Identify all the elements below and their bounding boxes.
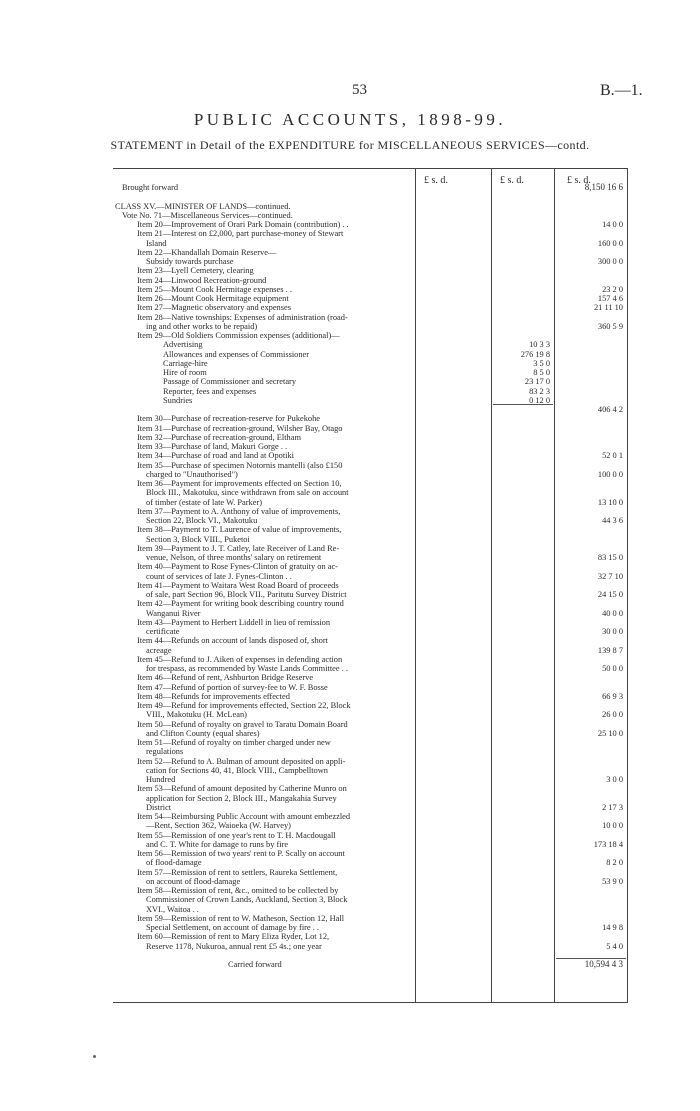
table-row: [0, 498, 700, 507]
row-amount: 10 0 0: [602, 821, 623, 831]
row-amount: 23 17 0: [524, 377, 550, 387]
row-description: Item 53—Refund of amount deposited by Catherine Munro on: [137, 784, 347, 794]
row-amount: 0 12 0: [529, 395, 550, 405]
row-description: of timber (estate of late W. Parker): [146, 497, 263, 507]
table-row: [0, 183, 700, 192]
table-row: [0, 442, 700, 451]
table-row: [0, 470, 700, 479]
row-description: Island: [146, 238, 167, 248]
row-amount: 10 3 3: [529, 340, 550, 350]
table-row: [0, 211, 700, 220]
row-description: Brought forward: [122, 183, 179, 192]
row-description: VIII., Makotuku (H. McLean): [146, 710, 247, 720]
row-description: Item 56—Remission of two years' rent to P. Scally on account: [137, 849, 345, 858]
row-description: —Rent, Section 362, Waioeka (W. Harvey): [146, 821, 291, 831]
row-description: XVI., Waitoa . .: [146, 904, 199, 914]
table-row: [0, 766, 700, 775]
row-description: Item 35—Purchase of specimen Notornis mantelli (also £150: [137, 460, 343, 470]
row-amount: 21 11 10: [593, 303, 623, 313]
row-description: Sundries: [163, 395, 193, 405]
row-description: Item 46—Refund of rent, Ashburton Bridge Reserve: [137, 673, 314, 683]
table-row: [0, 581, 700, 590]
row-description: Wanganui River: [146, 608, 201, 618]
table-row: [0, 701, 700, 710]
table-row: [0, 544, 700, 553]
row-description: Section 3, Block VIII., Puketoi: [146, 534, 250, 544]
row-amount: 50 0 0: [602, 664, 623, 673]
row-description: Item 50—Refund of royalty on gravel to Taratu Domain Board: [137, 719, 348, 729]
table-row: [0, 599, 700, 608]
row-description: Carriage-hire: [163, 358, 208, 368]
row-description: Item 48—Refunds for improvements effected: [137, 691, 290, 701]
row-description: Item 23—Lyell Cemetery, clearing: [137, 266, 254, 276]
row-description: Item 20—Improvement of Orari Park Domain (contribution) . .: [137, 220, 349, 229]
row-description: of flood-damage: [146, 858, 202, 868]
row-description: Item 28—Native townships: Expenses of administration (road-: [137, 312, 348, 322]
table-row: [0, 479, 700, 488]
table-row: [0, 202, 700, 211]
row-description: Item 52—Refund to A. Bulman of amount deposited on appli-: [137, 756, 346, 766]
row-description: Item 59—Remission of rent to W. Matheson, Section 12, Hall: [137, 913, 345, 923]
row-amount: 139 8 7: [597, 645, 623, 655]
column-header-2: £ s. d.: [500, 175, 524, 186]
row-description: count of services of late J. Fynes-Clinton . .: [146, 571, 292, 581]
row-description: Item 36—Payment for improvements effected on Section 10,: [137, 479, 342, 488]
row-amount: 173 18 4: [593, 839, 623, 849]
table-row: [0, 433, 700, 442]
row-description: and C. T. White for damage to runs by fire: [146, 839, 289, 849]
table-row: [0, 488, 700, 497]
row-description: Item 38—Payment to T. Laurence of value of improvements,: [137, 525, 342, 535]
table-row: [0, 303, 700, 312]
table-row: [0, 331, 700, 340]
row-description: Reserve 1178, Nukuroa, annual rent £5 4s.; one year: [146, 941, 322, 951]
page-reference: B.—1.: [600, 82, 643, 99]
column-header-3: £ s. d.: [567, 175, 591, 186]
row-amount: 8,150 16 6: [584, 182, 623, 192]
row-description: regulations: [146, 747, 184, 757]
table-row: [0, 609, 700, 618]
table-row: [0, 858, 700, 867]
row-amount: 8 2 0: [606, 858, 623, 868]
row-description: Item 24—Linwood Recreation-ground: [137, 275, 267, 285]
margin-mark: [93, 1055, 96, 1058]
table-row: [0, 229, 700, 238]
row-description: certificate: [146, 627, 180, 636]
table-row: [0, 294, 700, 303]
table-row: [0, 673, 700, 682]
table-row: [0, 285, 700, 294]
row-description: Special Settlement, on account of damage by fire . .: [146, 923, 320, 932]
table-row: [0, 895, 700, 904]
table-row: [0, 239, 700, 248]
page-number: 53: [352, 82, 367, 98]
row-description: Block III., Makotuku, since withdrawn from sale on account: [146, 488, 349, 498]
table-row: [0, 535, 700, 544]
table-row: [0, 516, 700, 525]
row-amount: 300 0 0: [597, 257, 623, 266]
row-description: Item 30—Purchase of recreation-reserve for Pukekohe: [137, 414, 321, 424]
row-description: Reporter, fees and expenses: [163, 386, 257, 396]
row-amount: 40 0 0: [602, 608, 623, 618]
table-row: [0, 461, 700, 470]
row-description: Item 41—Payment to Waitara West Road Board of proceeds: [137, 580, 339, 590]
row-description: application for Section 2, Block III., Mangakahia Survey: [146, 793, 337, 803]
total-rule: [556, 958, 626, 959]
row-description: Item 47—Refund of portion of survey-fee to W. F. Bosse: [137, 682, 328, 692]
row-amount: 2 17 3: [602, 802, 623, 812]
row-description: Hundred: [146, 775, 176, 784]
table-row: [0, 849, 700, 858]
table-row: [0, 729, 700, 738]
row-description: Item 25—Mount Cook Hermitage expenses . .: [137, 284, 292, 294]
row-amount: 24 15 0: [597, 590, 623, 599]
table-row: [0, 340, 700, 349]
row-amount: 52 0 1: [602, 451, 623, 461]
row-description: Item 44—Refunds on account of lands disposed of, short: [137, 636, 328, 646]
table-row: [0, 840, 700, 849]
table-row: [0, 618, 700, 627]
row-amount: 23 2 0: [602, 284, 623, 294]
table-row: [0, 387, 700, 396]
table-row: [0, 572, 700, 581]
row-description: Carried forward: [228, 960, 282, 969]
row-description: charged to "Unauthorised"): [146, 469, 238, 479]
table-bottom-rule: [113, 1002, 628, 1003]
row-description: Item 22—Khandallah Domain Reserve—: [137, 247, 277, 257]
table-row: [0, 313, 700, 322]
row-description: Item 39—Payment to J. T. Catley, late Receiver of Land Re-: [137, 543, 340, 553]
row-description: of sale, part Section 96, Block VII., Paritutu Survey District: [146, 590, 347, 599]
row-description: Item 31—Purchase of recreation-ground, Wilsher Bay, Otago: [137, 423, 343, 433]
table-row: [0, 220, 700, 229]
row-amount: 14 9 8: [602, 923, 623, 932]
table-row: [0, 627, 700, 636]
row-amount: 13 10 0: [597, 497, 623, 507]
table-row: [0, 932, 700, 941]
table-row: [0, 775, 700, 784]
table-row: [0, 368, 700, 377]
table-row: [0, 914, 700, 923]
row-amount: 360 5 9: [597, 321, 623, 331]
row-description: Section 22, Block VI., Makotuku: [146, 516, 258, 525]
table-row: [0, 562, 700, 571]
row-description: Allowances and expenses of Commissioner: [163, 349, 310, 359]
table-row: [0, 276, 700, 285]
row-amount: 44 3 6: [602, 516, 623, 525]
row-description: Item 26—Mount Cook Hermitage equipment: [137, 294, 289, 303]
table-row: [0, 692, 700, 701]
row-amount: 66 9 3: [602, 691, 623, 701]
table-row: [0, 405, 700, 414]
table-row: [0, 350, 700, 359]
row-description: Hire of room: [163, 368, 207, 377]
row-description: CLASS XV.—MINISTER OF LANDS—continued.: [115, 201, 291, 211]
row-description: Item 21—Interest on £2,000, part purchase-money of Stewart: [137, 229, 344, 239]
row-description: Commissioner of Crown Lands, Auckland, Section 3, Block: [146, 895, 348, 905]
row-description: Vote No. 71—Miscellaneous Services—continued.: [122, 210, 293, 220]
row-description: District: [146, 802, 172, 812]
row-description: Item 58—Remission of rent, &c., omitted to be collected by: [137, 886, 339, 895]
row-description: Item 45—Refund to J. Aiken of expenses in defending action: [137, 654, 343, 664]
row-amount: 3 5 0: [533, 358, 550, 368]
row-description: venue, Nelson, of three months' salary on retirement: [146, 553, 322, 562]
table-row: [0, 553, 700, 562]
subtotal-rule: [493, 404, 553, 405]
table-row: [0, 359, 700, 368]
table-row: [0, 747, 700, 756]
row-description: Passage of Commissioner and secretary: [163, 377, 297, 387]
table-row: [0, 655, 700, 664]
table-row: [0, 192, 700, 201]
row-amount: 25 10 0: [597, 728, 623, 738]
statement-title: STATEMENT in Detail of the EXPENDITURE for MISCELLANEOUS SERVICES—contd.: [110, 138, 590, 152]
row-description: Item 40—Payment to Rose Fynes-Clinton of gratuity on ac-: [137, 562, 338, 572]
row-amount: 32 7 10: [597, 571, 623, 581]
table-row: [0, 812, 700, 821]
table-row: [0, 803, 700, 812]
table-row: [0, 738, 700, 747]
row-amount: 100 0 0: [597, 469, 623, 479]
row-description: and Clifton County (equal shares): [146, 728, 260, 738]
table-row: [0, 942, 700, 951]
row-description: Item 49—Refund for improvements effected, Section 22, Block: [137, 701, 351, 710]
row-amount: 10,594 4 3: [584, 959, 623, 969]
row-description: on account of flood-damage: [146, 876, 241, 886]
row-description: Advertising: [163, 340, 203, 350]
row-amount: 30 0 0: [602, 627, 623, 636]
row-amount: 8 5 0: [533, 368, 550, 377]
table-row: [0, 794, 700, 803]
row-description: Item 51—Refund of royalty on timber charged under new: [137, 738, 331, 747]
row-description: Item 27—Magnetic observatory and expenses: [137, 303, 291, 313]
row-amount: 276 19 8: [520, 349, 550, 359]
table-row: [0, 710, 700, 719]
table-row: [0, 322, 700, 331]
table-row: [0, 248, 700, 257]
table-row: [0, 424, 700, 433]
table-row: [0, 257, 700, 266]
table-row: [0, 923, 700, 932]
row-description: Item 60—Remission of rent to Mary Eliza Ryder, Lot 12,: [137, 932, 330, 942]
table-row: [0, 784, 700, 793]
table-row: [0, 821, 700, 830]
row-description: Item 29—Old Soldiers Commission expenses (additional)—: [137, 331, 340, 340]
column-header-1: £ s. d.: [424, 175, 448, 186]
table-row: [0, 868, 700, 877]
table-row: [0, 396, 700, 405]
row-description: Item 57—Remission of rent to settlers, Raureka Settlement,: [137, 867, 338, 877]
table-row: [0, 664, 700, 673]
row-description: Subsidy towards purchase: [146, 257, 234, 266]
table-row: [0, 414, 700, 423]
row-description: acreage: [146, 645, 172, 655]
page-title: PUBLIC ACCOUNTS, 1898-99.: [193, 110, 507, 129]
row-description: Item 32—Purchase of recreation-ground, Eltham: [137, 432, 301, 442]
table-row: [0, 720, 700, 729]
row-amount: 5 4 0: [606, 941, 623, 951]
table-row: [0, 960, 700, 969]
table-row: [0, 905, 700, 914]
row-description: Item 33—Purchase of land, Makuri Gorge . .: [137, 442, 288, 451]
table-row: [0, 377, 700, 386]
table-row: [0, 266, 700, 275]
table-row: [0, 636, 700, 645]
row-amount: 406 4 2: [597, 405, 623, 414]
row-amount: 14 0 0: [602, 220, 623, 229]
row-description: Item 42—Payment for writing book describing country round: [137, 599, 344, 609]
row-amount: 3 0 0: [606, 775, 623, 784]
row-amount: 53 9 0: [602, 876, 623, 886]
table-row: [0, 646, 700, 655]
row-description: ing and other works to be repaid): [146, 321, 258, 331]
row-amount: 26 0 0: [602, 710, 623, 720]
row-description: Item 54—Reimbursing Public Account with amount embezzled: [137, 812, 351, 821]
table-row: [0, 525, 700, 534]
table-row: [0, 831, 700, 840]
table-row: [0, 683, 700, 692]
row-description: Item 34—Purchase of road and land at Opotiki: [137, 451, 294, 461]
table-row: [0, 877, 700, 886]
table-row: [0, 590, 700, 599]
row-description: Item 37—Payment to A. Anthony of value of improvements,: [137, 506, 341, 516]
row-description: Item 55—Remission of one year's rent to T. H. Macdougall: [137, 830, 336, 840]
row-description: for trespass, as recommended by Waste Lands Committee . .: [146, 664, 348, 673]
table-row: [0, 451, 700, 460]
table-top-rule: [113, 168, 628, 169]
row-amount: 83 15 0: [597, 553, 623, 562]
table-row: [0, 886, 700, 895]
table-row: [0, 507, 700, 516]
row-description: Item 43—Payment to Herbert Liddell in lieu of remission: [137, 617, 331, 627]
row-amount: 83 2 3: [529, 386, 550, 396]
table-row: [0, 757, 700, 766]
row-amount: 157 4 6: [597, 294, 623, 303]
row-amount: 160 0 0: [597, 238, 623, 248]
row-description: cation for Sections 40, 41, Block VIII., Campbelltown: [146, 765, 328, 775]
